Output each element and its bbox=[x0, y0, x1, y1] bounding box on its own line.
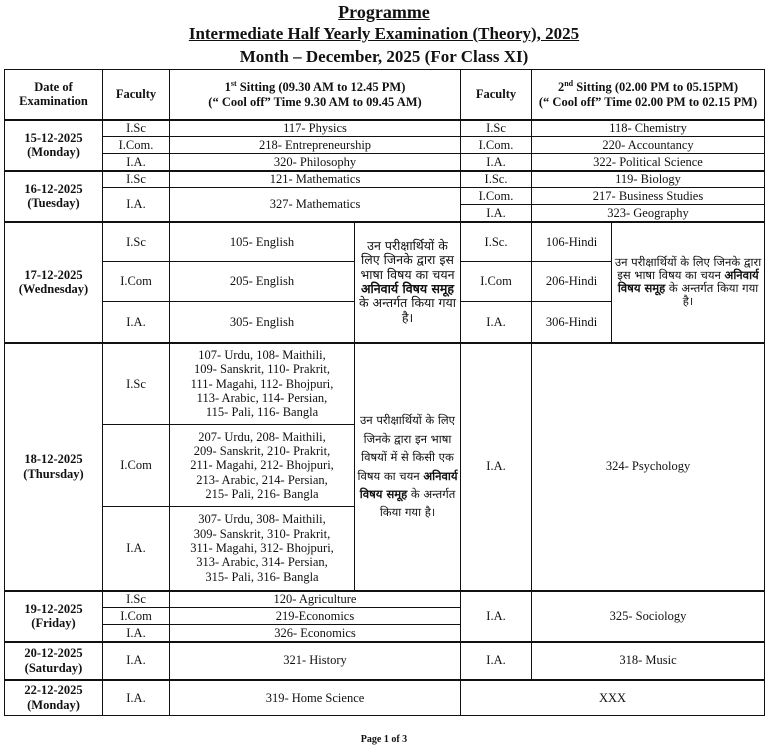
col-header-first-sitting bbox=[170, 70, 461, 120]
subject-cell: 324- Psychology bbox=[532, 343, 765, 591]
faculty-cell: I.A. bbox=[461, 154, 532, 171]
second-sitting-time: Sitting (02.00 PM to 05.15PM) bbox=[573, 80, 739, 95]
faculty-cell: I.A. bbox=[103, 154, 170, 171]
faculty-cell: I.Sc. bbox=[461, 222, 532, 262]
faculty-cell: I.A. bbox=[103, 302, 170, 343]
exam-date: 22-12-2025 (Monday) bbox=[5, 680, 103, 716]
table-row bbox=[5, 591, 765, 608]
language-subjects-cell: 207- Urdu, 208- Maithili, 209- Sanskrit, 210- Prakrit, 211- Magahi, 212- Bhojpuri, 213- Arabic, 214- Persian, 215- Pali, 216- Bangla bbox=[170, 425, 355, 507]
faculty-cell: I.A. bbox=[103, 188, 170, 222]
subject-cell: 323- Geography bbox=[532, 205, 765, 222]
faculty-cell: I.Sc bbox=[103, 343, 170, 425]
language-subjects-cell: 307- Urdu, 308- Maithili, 309- Sanskrit, 310- Prakrit, 311- Magahi, 312- Bhojpuri, 313- Arabic, 314- Persian, 315- Pali, 316- Bangla bbox=[170, 507, 355, 591]
exam-date: 19-12-2025 (Friday) bbox=[5, 591, 103, 642]
faculty-cell: I.Com bbox=[461, 262, 532, 302]
faculty-cell: I.A. bbox=[461, 591, 532, 642]
exam-date: 18-12-2025 (Thursday) bbox=[5, 343, 103, 591]
note-cell: उन परीक्षार्थियों के लिए जिनके द्वारा इन भाषा विषयों में से किसी एक विषय का चयन अनिवार्य विषय समूह के अन्तर्गत किया गया है। bbox=[355, 343, 461, 591]
subject-cell: 217- Business Studies bbox=[532, 188, 765, 205]
faculty-cell: I.Sc bbox=[103, 120, 170, 137]
language-subjects-cell: 107- Urdu, 108- Maithili, 109- Sanskrit, 110- Prakrit, 111- Magahi, 112- Bhojpuri, 113- Arabic, 114- Persian, 115- Pali, 116- Bangla bbox=[170, 343, 355, 425]
subject-cell: 220- Accountancy bbox=[532, 137, 765, 154]
faculty-cell: I.Com. bbox=[103, 137, 170, 154]
subject-cell: 206-Hindi bbox=[532, 262, 612, 302]
subject-cell: 219-Economics bbox=[170, 608, 461, 625]
subject-cell: 325- Sociology bbox=[532, 591, 765, 642]
page-number: Page 1 of 3 bbox=[360, 734, 408, 745]
table-row bbox=[5, 137, 765, 154]
exam-date: 16-12-2025 (Tuesday) bbox=[5, 171, 103, 222]
exam-date: 15-12-2025 (Monday) bbox=[5, 120, 103, 171]
faculty-cell: I.Sc bbox=[103, 222, 170, 262]
faculty-cell: I.Sc bbox=[461, 120, 532, 137]
faculty-cell: I.Com bbox=[103, 608, 170, 625]
subject-cell: 318- Music bbox=[532, 642, 765, 680]
col-header-date: Date of Examination bbox=[5, 70, 103, 120]
subject-cell: 117- Physics bbox=[170, 120, 461, 137]
subject-cell: 106-Hindi bbox=[532, 222, 612, 262]
table-row bbox=[5, 171, 765, 188]
second-sitting-sup: nd bbox=[564, 79, 574, 89]
first-sitting-sup: st bbox=[230, 79, 237, 89]
faculty-cell: I.A. bbox=[461, 343, 532, 591]
faculty-cell: I.A. bbox=[103, 642, 170, 680]
table-row bbox=[5, 642, 765, 680]
subject-cell: 305- English bbox=[170, 302, 355, 343]
subject-cell: 105- English bbox=[170, 222, 355, 262]
col-header-faculty-1: Faculty bbox=[103, 70, 170, 120]
faculty-cell: I.Com. bbox=[461, 137, 532, 154]
subject-cell: 118- Chemistry bbox=[532, 120, 765, 137]
subject-cell: 218- Entrepreneurship bbox=[170, 137, 461, 154]
table-row bbox=[5, 343, 765, 425]
subject-cell: 306-Hindi bbox=[532, 302, 612, 343]
table-row bbox=[5, 680, 765, 716]
table-header-row bbox=[5, 70, 765, 120]
faculty-cell: I.Com bbox=[103, 262, 170, 302]
exam-subtitle: Intermediate Half Yearly Examination (Theory), 2025 bbox=[188, 24, 580, 43]
subject-cell: 205- English bbox=[170, 262, 355, 302]
col-header-second-sitting bbox=[532, 70, 765, 120]
faculty-cell: I.A. bbox=[461, 302, 532, 343]
month-line: Month – December, 2025 (For Class XI) bbox=[239, 47, 529, 66]
subject-cell: 321- History bbox=[170, 642, 461, 680]
faculty-cell: I.Com bbox=[103, 425, 170, 507]
faculty-cell: I.A. bbox=[461, 205, 532, 222]
exam-date: 20-12-2025 (Saturday) bbox=[5, 642, 103, 680]
subject-cell: 120- Agriculture bbox=[170, 591, 461, 608]
subject-cell: XXX bbox=[461, 680, 765, 716]
subject-cell: 121- Mathematics bbox=[170, 171, 461, 188]
first-sitting-cooloff: (“ Cool off” Time 9.30 AM to 09.45 AM) bbox=[208, 94, 422, 109]
faculty-cell: I.A. bbox=[103, 680, 170, 716]
first-sitting-number: 1 bbox=[224, 80, 231, 95]
faculty-cell: I.Sc. bbox=[461, 171, 532, 188]
faculty-cell: I.Sc bbox=[103, 171, 170, 188]
subject-cell: 322- Political Science bbox=[532, 154, 765, 171]
exam-date: 17-12-2025 (Wednesday) bbox=[5, 222, 103, 343]
table-row bbox=[5, 188, 765, 205]
note-cell: उन परीक्षार्थियों के लिए जिनके द्वारा इस भाषा विषय का चयन अनिवार्य विषय समूह के अन्तर्गत किया गया है। bbox=[612, 222, 765, 343]
table-row bbox=[5, 120, 765, 137]
faculty-cell: I.Com. bbox=[461, 188, 532, 205]
faculty-cell: I.A. bbox=[103, 507, 170, 591]
col-header-faculty-2: Faculty bbox=[461, 70, 532, 120]
subject-cell: 119- Biology bbox=[532, 171, 765, 188]
first-sitting-time: Sitting (09.30 AM to 12.45 PM) bbox=[236, 80, 406, 95]
exam-schedule-table bbox=[4, 69, 765, 716]
faculty-cell: I.Sc bbox=[103, 591, 170, 608]
table-row bbox=[5, 222, 765, 262]
table-row bbox=[5, 154, 765, 171]
faculty-cell: I.A. bbox=[461, 642, 532, 680]
subject-cell: 319- Home Science bbox=[170, 680, 461, 716]
note-cell: उन परीक्षार्थियों के लिए जिनके द्वारा इस भाषा विषय का चयन अनिवार्य विषय समूह के अन्तर्गत किया गया है। bbox=[355, 222, 461, 343]
subject-cell: 320- Philosophy bbox=[170, 154, 461, 171]
subject-cell: 326- Economics bbox=[170, 625, 461, 642]
second-sitting-cooloff: (“ Cool off” Time 02.00 PM to 02.15 PM) bbox=[538, 94, 758, 109]
programme-title: Programme bbox=[338, 2, 430, 22]
second-sitting-number: 2 bbox=[557, 80, 565, 95]
faculty-cell: I.A. bbox=[103, 625, 170, 642]
subject-cell: 327- Mathematics bbox=[170, 188, 461, 222]
